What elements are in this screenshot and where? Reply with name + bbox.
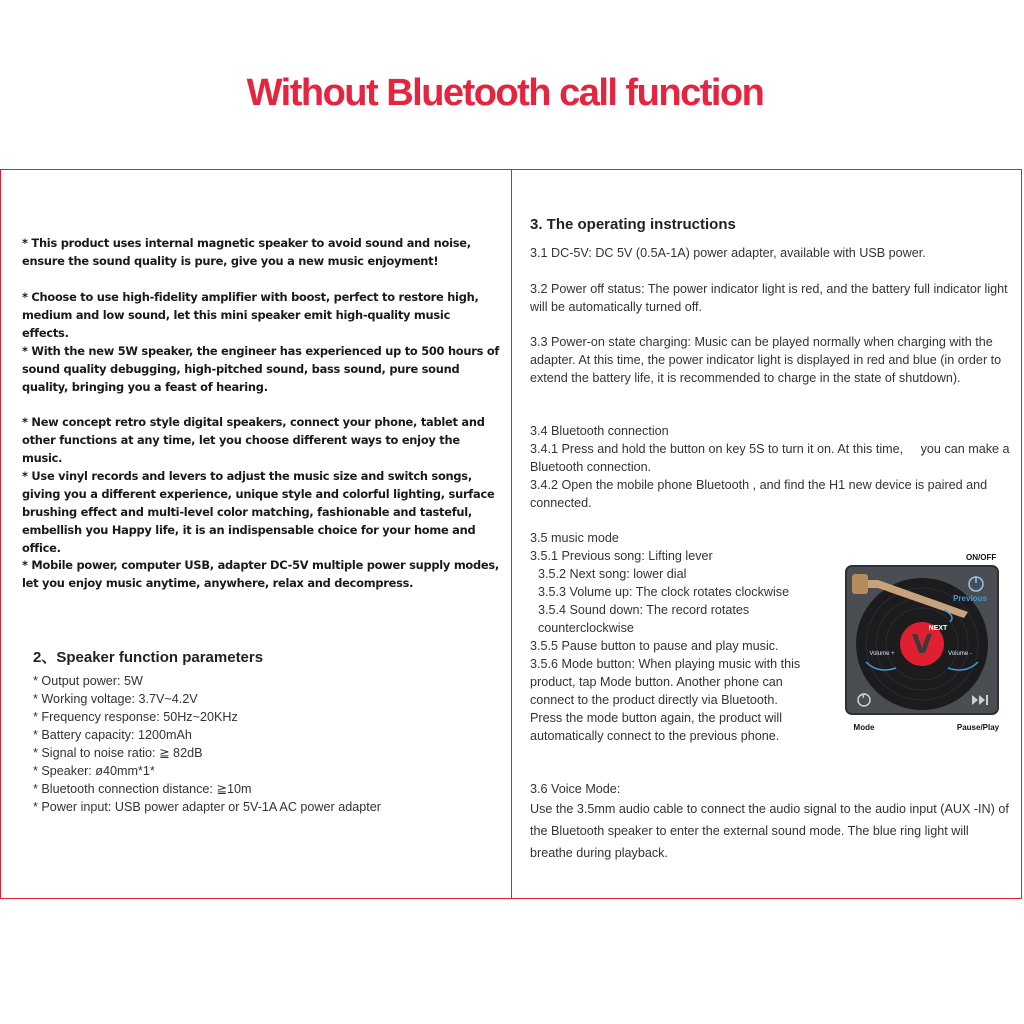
instruction-text: 3.5.3 Volume up: The clock rotates clockwise <box>538 585 790 599</box>
feature-paragraph: * New concept retro style digital speakers, connect your phone, tablet and other functions at any time, let you choose different ways to enjoy the music. <box>22 415 485 465</box>
parameter-item: * Power input: USB power adapter or 5V-1A AC power adapter <box>33 800 381 814</box>
previous-label: Previous <box>953 594 987 603</box>
instruction-text: 3.4.1 Press and hold the button on key 5S to turn it on. At this time, you can make a Bluetooth connection. <box>530 442 1014 474</box>
feature-paragraph: * Choose to use high-fidelity amplifier with boost, perfect to restore high, medium and low sound, let this mini speaker emit high-quality music effects. <box>22 290 479 340</box>
instruction-text: Use the 3.5mm audio cable to connect the audio signal to the audio input (AUX -IN) of the Bluetooth speaker to enter the external sound mode. The blue ring light will breathe during playback. <box>530 802 1009 860</box>
instruction-subheading: 3.4 Bluetooth connection <box>530 424 669 438</box>
logo-icon: V <box>911 630 933 660</box>
instruction-text: 3.4.2 Open the mobile phone Bluetooth , and find the H1 new device is paired and connected. <box>530 478 988 510</box>
section-heading: 2、Speaker function parameters <box>33 649 264 666</box>
instruction-text: 3.3 Power-on state charging: Music can be played normally when charging with the adapter. At this time, the power indicator light is displayed in red and blue (in order to extend the battery life, it is recommended to charge in the state of shutdown). <box>530 335 1002 385</box>
volume-down-label: Volume - <box>948 651 972 657</box>
instruction-text: 3.5.5 Pause button to pause and play music. <box>530 639 779 653</box>
parameter-item: * Frequency response: 50Hz~20KHz <box>33 710 238 724</box>
instruction-subheading: 3.5 music mode <box>530 531 619 545</box>
volume-up-label: Volume + <box>869 651 895 657</box>
parameter-item: * Output power: 5W <box>33 674 143 688</box>
instruction-text: 3.5.6 Mode button: When playing music with this product, tap Mode button. Another phone can connect to the product directly via Bluetooth. Press the mode button again, the product will automatically connect to the previous phone. <box>530 657 801 743</box>
parameter-item: * Speaker: ø40mm*1* <box>33 764 155 778</box>
parameter-item: * Battery capacity: 1200mAh <box>33 728 192 742</box>
parameter-item: * Working voltage: 3.7V~4.2V <box>33 692 198 706</box>
instruction-text: 3.1 DC-5V: DC 5V (0.5A-1A) power adapter, available with USB power. <box>530 246 926 260</box>
instruction-text: 3.5.1 Previous song: Lifting lever <box>530 549 713 563</box>
column-divider <box>511 169 512 899</box>
instruction-subheading: 3.6 Voice Mode: <box>530 782 621 796</box>
on-off-label: ON/OFF <box>966 553 997 562</box>
instruction-text: 3.2 Power off status: The power indicator light is red, and the battery full indicator light will be automatically turned off. <box>530 282 1008 314</box>
mode-label: Mode <box>853 723 875 732</box>
feature-paragraph: * This product uses internal magnetic speaker to avoid sound and noise, ensure the sound quality is pure, give you a new music enjoyment! <box>22 236 471 268</box>
section-heading: 3. The operating instructions <box>530 216 736 233</box>
speaker-diagram <box>838 550 1010 740</box>
pause-play-label: Pause/Play <box>956 723 1000 732</box>
next-label: NEXT <box>928 625 948 632</box>
parameter-item: * Bluetooth connection distance: ≧10m <box>33 782 252 796</box>
page-title: Without Bluetooth call function <box>246 72 764 114</box>
feature-paragraph: * With the new 5W speaker, the engineer has experienced up to 500 hours of sound quality debugging, high-pitched sound, bass sound, pure sound quality, bringing you a feast of hearing. <box>22 344 500 394</box>
feature-paragraph: * Mobile power, computer USB, adapter DC-5V multiple power supply modes, let you enjoy music anytime, anywhere, relax and decompress. <box>22 558 499 590</box>
parameter-list <box>33 672 381 816</box>
instruction-text: 3.5.2 Next song: lower dial <box>538 567 687 581</box>
instruction-text: 3.5.4 Sound down: The record rotates counterclockwise <box>538 603 750 635</box>
parameter-item: * Signal to noise ratio: ≧ 82dB <box>33 746 203 760</box>
feature-paragraph: * Use vinyl records and levers to adjust the music size and switch songs, giving you a different experience, unique style and colorful lighting, surface brushing effect and multi-level color matching, fashionable and tasteful, embellish you Happy life, it is an indispensable choice for your home and office. <box>22 469 495 555</box>
